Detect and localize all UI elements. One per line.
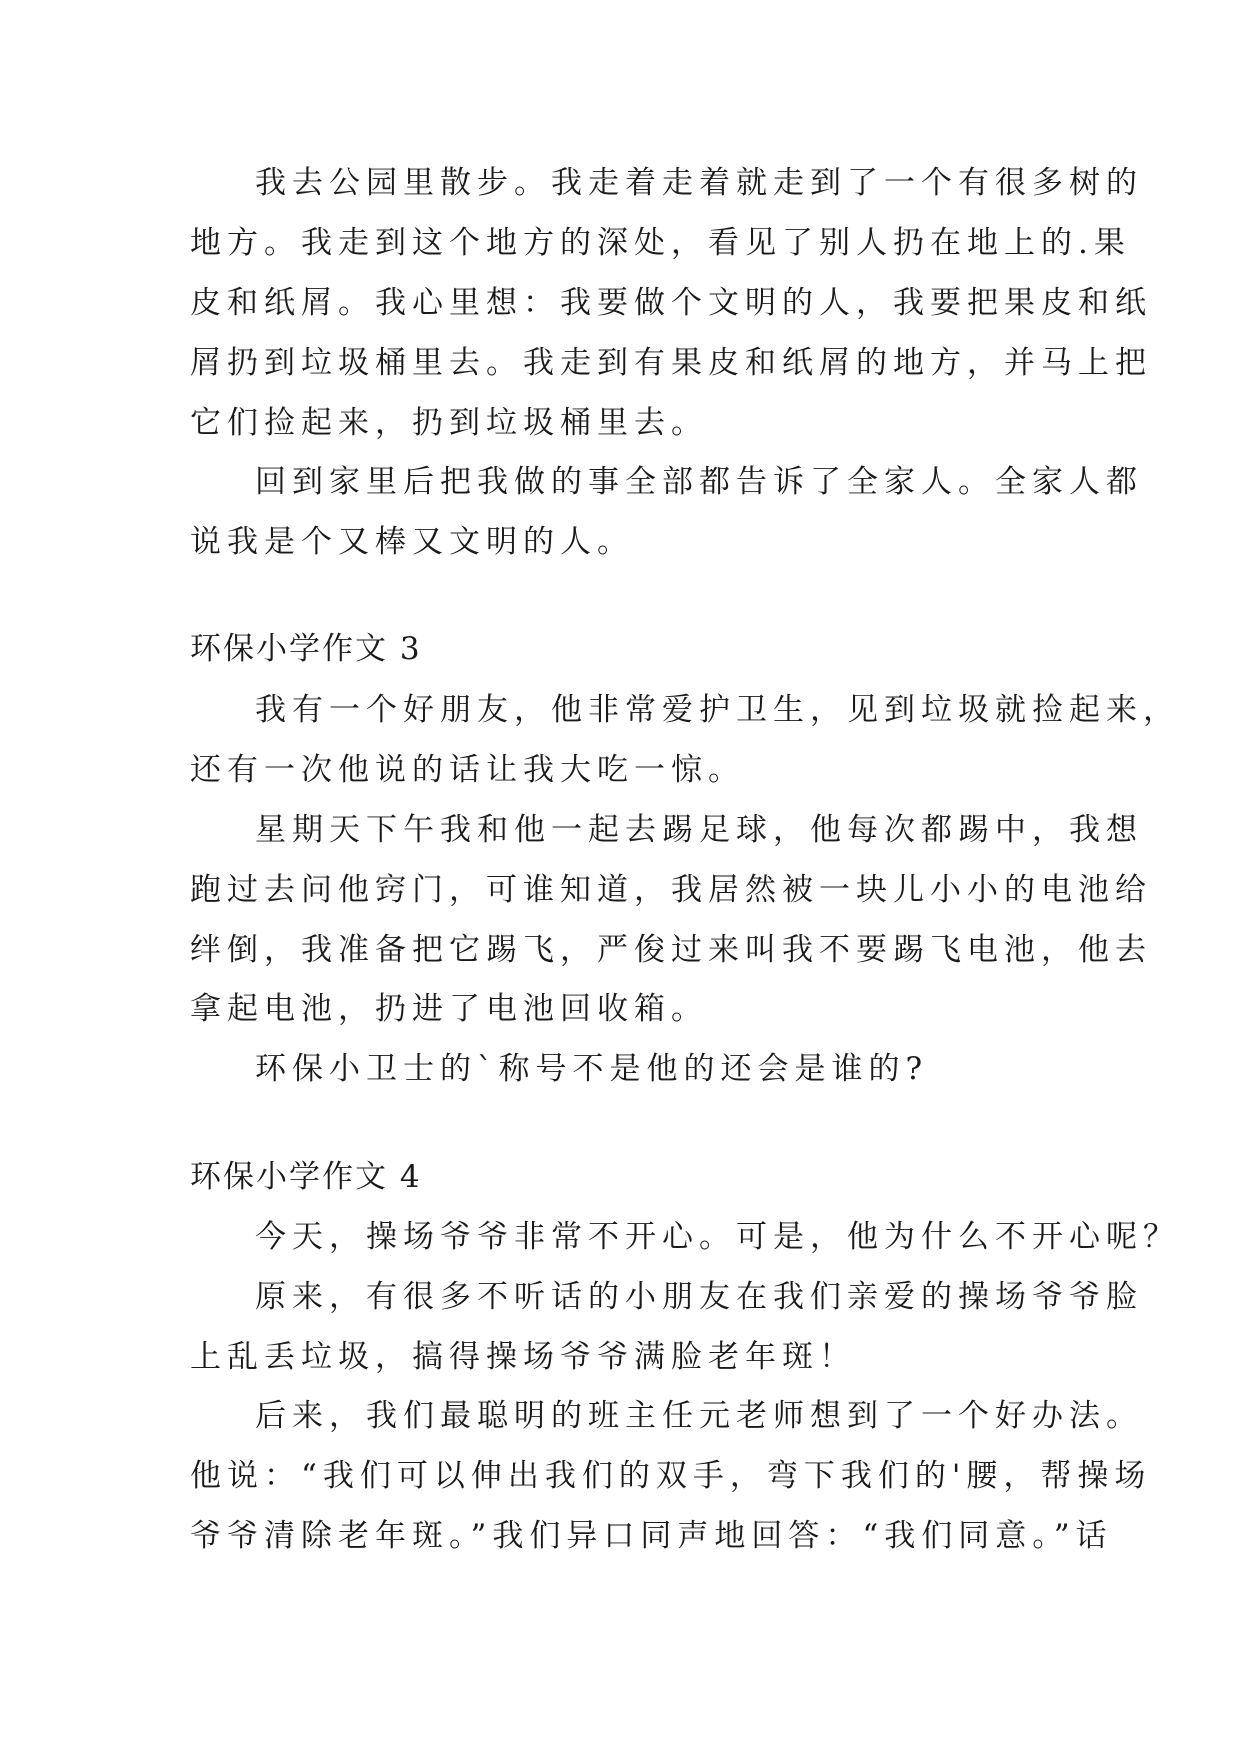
paragraph-line: 屑扔到垃圾桶里去。我走到有果皮和纸屑的地方，并马上把 bbox=[190, 345, 1152, 381]
section-heading: 环保小学作文 3 bbox=[190, 631, 422, 667]
paragraph-line: 跑过去问他窍门，可谁知道，我居然被一块儿小小的电池给 bbox=[190, 872, 1152, 908]
paragraph-line: 我有一个好朋友，他非常爱护卫生，见到垃圾就捡起来， bbox=[255, 692, 1180, 728]
paragraph-line: 皮和纸屑。我心里想：我要做个文明的人，我要把果皮和纸 bbox=[190, 285, 1152, 321]
paragraph-line: 上乱丢垃圾，搞得操场爷爷满脸老年斑！ bbox=[190, 1339, 856, 1375]
paragraph-line: 今天，操场爷爷非常不开心。可是，他为什么不开心呢？ bbox=[255, 1219, 1180, 1255]
paragraph-line: 原来，有很多不听话的小朋友在我们亲爱的操场爷爷脸 bbox=[255, 1279, 1143, 1315]
paragraph-line: 它们捡起来，扔到垃圾桶里去。 bbox=[190, 405, 708, 441]
paragraph-line: 地方。我走到这个地方的深处，看见了别人扔在地上的.果 bbox=[190, 225, 1131, 261]
paragraph-line: 爷爷清除老年斑。”我们异口同声地回答：“我们同意。”话 bbox=[190, 1518, 1113, 1554]
paragraph-line: 后来，我们最聪明的班主任元老师想到了一个好办法。 bbox=[255, 1398, 1143, 1434]
paragraph-line: 说我是个又棒又文明的人。 bbox=[190, 524, 634, 560]
paragraph-line: 我去公园里散步。我走着走着就走到了一个有很多树的 bbox=[255, 165, 1143, 201]
paragraph-line: 回到家里后把我做的事全部都告诉了全家人。全家人都 bbox=[255, 464, 1143, 500]
paragraph-line: 环保小卫士的`称号不是他的还会是谁的? bbox=[255, 1051, 929, 1087]
paragraph-line: 星期天下午我和他一起去踢足球，他每次都踢中，我想 bbox=[255, 812, 1143, 848]
paragraph-line: 拿起电池，扔进了电池回收箱。 bbox=[190, 991, 708, 1027]
paragraph-line: 绊倒，我准备把它踢飞，严俊过来叫我不要踢飞电池，他去 bbox=[190, 932, 1152, 968]
paragraph-line: 他说：“我们可以伸出我们的双手，弯下我们的'腰，帮操场 bbox=[190, 1458, 1152, 1494]
paragraph-line: 还有一次他说的话让我大吃一惊。 bbox=[190, 752, 745, 788]
section-heading: 环保小学作文 4 bbox=[190, 1159, 422, 1195]
